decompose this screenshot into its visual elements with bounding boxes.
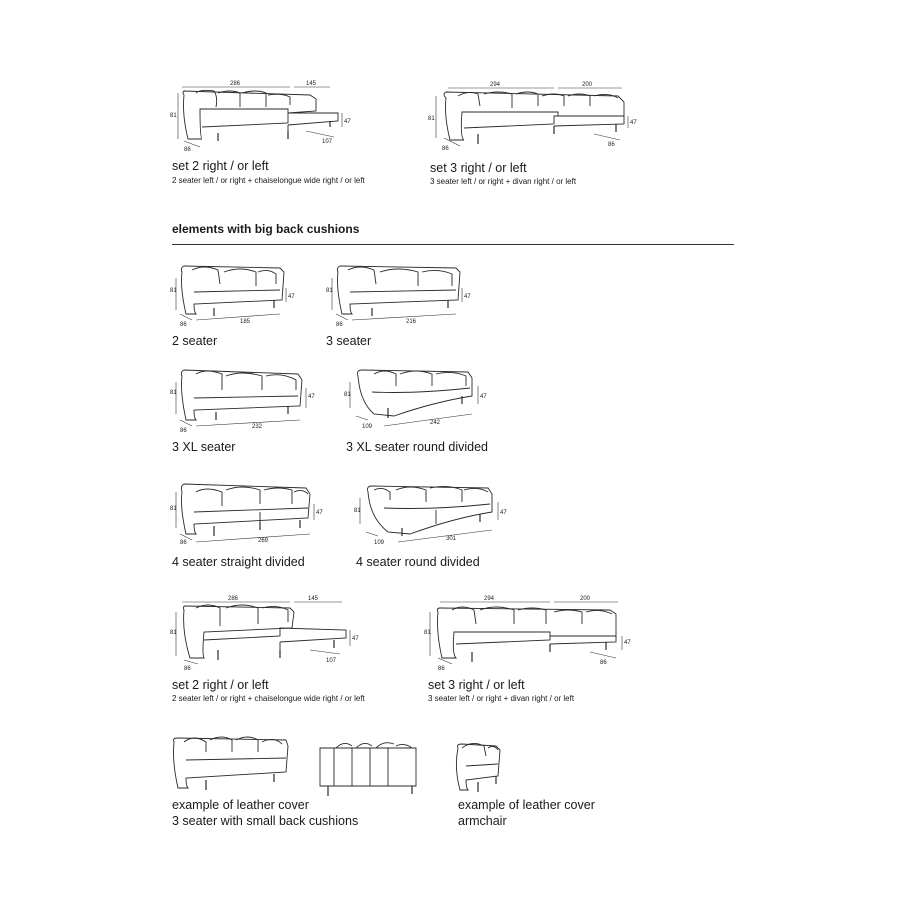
sofa-drawing-set-2 bbox=[170, 75, 350, 155]
svg-text:47: 47 bbox=[480, 394, 487, 400]
svg-text:81: 81 bbox=[170, 630, 177, 636]
three-seater bbox=[326, 258, 476, 348]
svg-text:286: 286 bbox=[228, 596, 239, 602]
svg-text:185: 185 bbox=[240, 319, 251, 325]
svg-text:47: 47 bbox=[352, 636, 359, 642]
svg-text:47: 47 bbox=[308, 394, 315, 400]
svg-text:200: 200 bbox=[582, 82, 593, 88]
svg-text:145: 145 bbox=[306, 81, 317, 87]
sofa-drawing-leather-3-seater bbox=[170, 732, 290, 792]
set-3-top-title: set 3 right / or left bbox=[430, 161, 527, 175]
three-xl-seater-round-title: 3 XL seater round divided bbox=[346, 440, 488, 454]
svg-text:81: 81 bbox=[326, 288, 333, 294]
sofa-drawing-set-3-bottom bbox=[424, 592, 634, 676]
svg-text:47: 47 bbox=[464, 294, 471, 300]
svg-text:47: 47 bbox=[316, 510, 323, 516]
three-xl-seater-round bbox=[344, 362, 494, 454]
sofa-drawing-3-xl-round bbox=[344, 362, 494, 434]
set-2-top-title: set 2 right / or left bbox=[172, 159, 269, 173]
svg-text:81: 81 bbox=[354, 508, 361, 514]
svg-text:47: 47 bbox=[624, 640, 631, 646]
svg-text:81: 81 bbox=[424, 630, 431, 636]
sofa-drawing-set-2-bottom bbox=[170, 592, 360, 676]
sofa-drawing-set-3 bbox=[428, 76, 638, 156]
svg-text:81: 81 bbox=[428, 116, 435, 122]
leather-three-seater-description: 3 seater with small back cushions bbox=[172, 814, 359, 828]
svg-text:81: 81 bbox=[170, 113, 177, 119]
four-seater-round-title: 4 seater round divided bbox=[356, 555, 480, 569]
leather-three-seater bbox=[170, 732, 359, 828]
svg-text:47: 47 bbox=[288, 294, 295, 300]
svg-text:107: 107 bbox=[322, 139, 333, 145]
leather-armchair bbox=[452, 740, 595, 828]
sofa-drawing-3-xl-seater bbox=[170, 362, 320, 434]
svg-text:269: 269 bbox=[258, 538, 269, 544]
set-3-bottom bbox=[424, 592, 634, 703]
set-2-bottom-title: set 2 right / or left bbox=[172, 678, 269, 692]
four-seater-straight bbox=[170, 478, 330, 569]
set-2-top bbox=[170, 75, 365, 185]
sofa-drawing-3-seater bbox=[326, 258, 476, 330]
svg-text:81: 81 bbox=[170, 288, 177, 294]
svg-text:86: 86 bbox=[336, 322, 343, 328]
leather-three-seater-title: example of leather cover bbox=[172, 798, 309, 812]
set-3-top-description: 3 seater left / or right + divan right / or left bbox=[430, 177, 577, 186]
svg-text:109: 109 bbox=[374, 540, 385, 546]
svg-text:81: 81 bbox=[170, 390, 177, 396]
leather-armchair-description: armchair bbox=[458, 814, 507, 828]
set-2-bottom bbox=[170, 592, 365, 703]
svg-text:232: 232 bbox=[252, 424, 263, 430]
svg-text:47: 47 bbox=[344, 119, 351, 125]
leather-armchair-title: example of leather cover bbox=[458, 798, 595, 812]
svg-text:47: 47 bbox=[630, 120, 637, 126]
three-xl-seater-title: 3 XL seater bbox=[172, 440, 236, 454]
sofa-drawing-2-seater bbox=[170, 258, 300, 330]
set-2-bottom-description: 2 seater left / or right + chaiselongue wide right / or left bbox=[172, 694, 365, 703]
svg-text:107: 107 bbox=[326, 658, 337, 664]
svg-text:86: 86 bbox=[184, 147, 191, 153]
svg-text:109: 109 bbox=[362, 424, 373, 430]
svg-text:86: 86 bbox=[442, 146, 449, 152]
svg-text:86: 86 bbox=[180, 428, 187, 434]
svg-text:86: 86 bbox=[438, 666, 445, 672]
two-seater bbox=[170, 258, 300, 348]
svg-text:81: 81 bbox=[344, 392, 351, 398]
two-seater-title: 2 seater bbox=[172, 334, 218, 348]
set-3-bottom-title: set 3 right / or left bbox=[428, 678, 525, 692]
four-seater-round bbox=[354, 478, 514, 569]
set-3-bottom-description: 3 seater left / or right + divan right / or left bbox=[428, 694, 575, 703]
set-3-top bbox=[428, 76, 638, 186]
svg-text:86: 86 bbox=[180, 322, 187, 328]
svg-text:200: 200 bbox=[580, 596, 591, 602]
sofa-drawing-leather-3-seater-back bbox=[316, 738, 420, 800]
svg-text:145: 145 bbox=[308, 596, 319, 602]
svg-text:294: 294 bbox=[490, 82, 501, 88]
svg-text:294: 294 bbox=[484, 596, 495, 602]
three-seater-title: 3 seater bbox=[326, 334, 372, 348]
three-xl-seater bbox=[170, 362, 320, 454]
armchair-drawing-leather bbox=[452, 740, 522, 796]
svg-text:86: 86 bbox=[600, 660, 607, 666]
svg-text:216: 216 bbox=[406, 319, 417, 325]
section-title: elements with big back cushions bbox=[172, 222, 360, 236]
sofa-drawing-4-seater-round bbox=[354, 478, 514, 550]
svg-text:86: 86 bbox=[608, 142, 615, 148]
four-seater-straight-title: 4 seater straight divided bbox=[172, 555, 305, 569]
svg-text:286: 286 bbox=[230, 81, 241, 87]
svg-text:86: 86 bbox=[184, 666, 191, 672]
svg-text:86: 86 bbox=[180, 540, 187, 546]
section-divider bbox=[172, 244, 734, 245]
svg-text:301: 301 bbox=[446, 536, 457, 542]
set-2-top-description: 2 seater left / or right + chaiselongue wide right / or left bbox=[172, 176, 365, 185]
svg-text:81: 81 bbox=[170, 506, 177, 512]
sofa-drawing-4-seater-straight bbox=[170, 478, 330, 550]
svg-text:242: 242 bbox=[430, 420, 441, 426]
svg-text:47: 47 bbox=[500, 510, 507, 516]
